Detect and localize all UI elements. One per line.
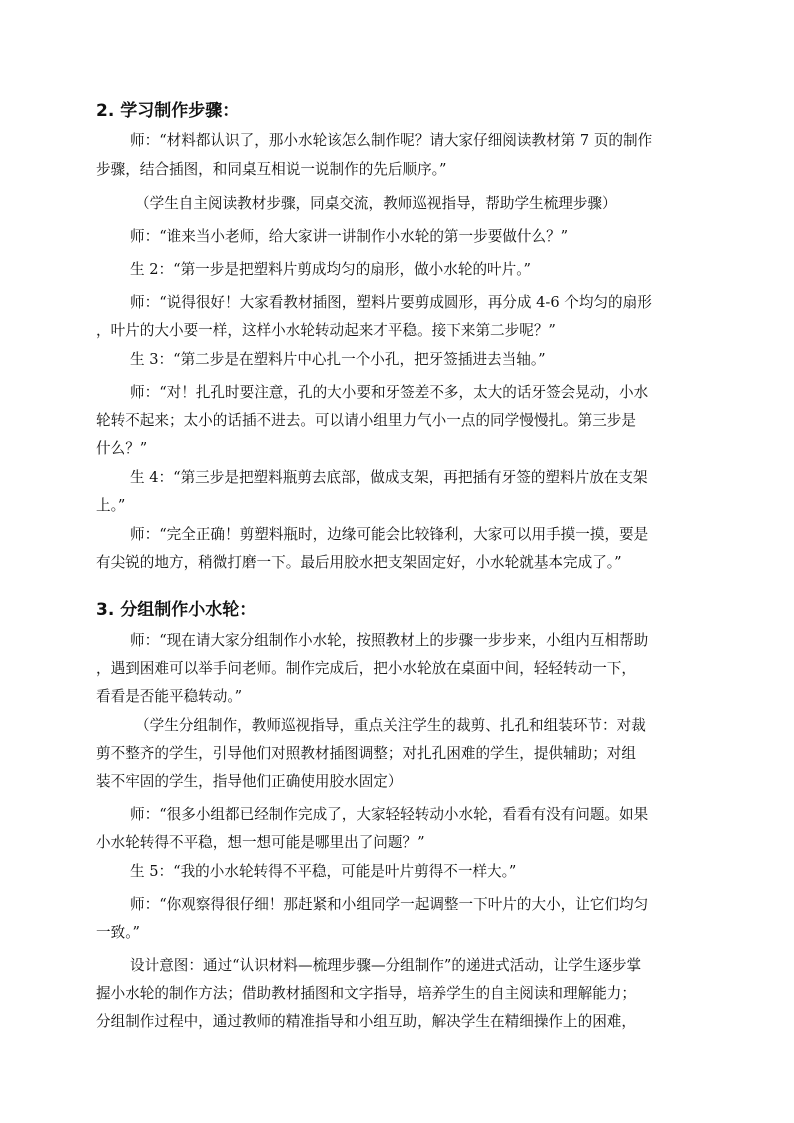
paragraph-line: 师：“很多小组都已经制作完成了，大家轻轻转动小水轮，看看有没有问题。如果 (130, 806, 649, 823)
paragraph-line: 握小水轮的制作方法；借助教材插图和文字指导，培养学生的自主阅读和理解能力； (96, 985, 636, 1002)
paragraph-line: 轮转不起来；太小的话插不进去。可以请小组里力气小一点的同学慢慢扎。第三步是 (96, 412, 636, 429)
paragraph-line: 师：“完全正确！剪塑料瓶时，边缘可能会比较锋利，大家可以用手摸一摸，要是 (130, 526, 649, 543)
paragraph-line: 生 5：“我的小水轮转得不平稳，可能是叶片剪得不一样大。” (130, 863, 517, 880)
paragraph-line: ，遇到困难可以举手问老师。制作完成后，把小水轮放在桌面中间，轻轻转动一下， (96, 660, 636, 677)
paragraph-line: 步骤，结合插图，和同桌互相说一说制作的先后顺序。” (96, 161, 447, 178)
paragraph-line: 师：“材料都认识了，那小水轮该怎么制作呢？请大家仔细阅读教材第 7 页的制作 (130, 132, 653, 149)
paragraph-line: 剪不整齐的学生，引导他们对照教材插图调整；对扎孔困难的学生，提供辅助；对组 (96, 745, 636, 762)
paragraph-line: 师：“说得很好！大家看教材插图，塑料片要剪成圆形，再分成 4-6 个均匀的扇形 (130, 294, 652, 311)
paragraph-line: 一致。” (96, 924, 140, 941)
paragraph-line: ，叶片的大小要一样，这样小水轮转动起来才平稳。接下来第二步呢？” (96, 322, 556, 339)
paragraph-line: 上。” (96, 497, 126, 514)
paragraph-line: 装不牢固的学生，指导他们正确使用胶水固定） (96, 773, 403, 790)
paragraph-line: 什么？” (96, 440, 148, 457)
paragraph-line: 小水轮转得不平稳，想一想可能是哪里出了问题？” (96, 834, 425, 851)
section-heading-3: 3. 分组制作小水轮： (96, 600, 257, 620)
paragraph-line: 分组制作过程中，通过教师的精准指导和小组互助，解决学生在精细操作上的困难， (96, 1013, 636, 1030)
paragraph-line: 看看是否能平稳转动。” (96, 688, 243, 705)
paragraph-line: 生 3：“第二步是在塑料片中心扎一个小孔，把牙签插进去当轴。” (130, 351, 546, 368)
paragraph-line: 师：“现在请大家分组制作小水轮，按照教材上的步骤一步步来，小组内互相帮助 (130, 632, 649, 649)
paragraph-line: 师：“你观察得很仔细！那赶紧和小组同学一起调整一下叶片的大小，让它们均匀 (130, 896, 649, 913)
paragraph-line: 师：“谁来当小老师，给大家讲一讲制作小水轮的第一步要做什么？” (130, 228, 569, 245)
paragraph-line: 生 2：“第一步是把塑料片剪成均匀的扇形，做小水轮的叶片。” (130, 261, 531, 278)
paragraph-line: （学生分组制作，教师巡视指导，重点关注学生的裁剪、扎孔和组装环节：对裁 (135, 717, 646, 734)
section-heading-2: 2. 学习制作步骤： (96, 101, 240, 121)
paragraph-line: 生 4：“第三步是把塑料瓶剪去底部，做成支架，再把插有牙签的塑料片放在支架 (130, 469, 648, 486)
paragraph-line: （学生自主阅读教材步骤，同桌交流，教师巡视指导，帮助学生梳理步骤） (135, 195, 617, 212)
paragraph-line: 师：“对！扎孔时要注意，孔的大小要和牙签差不多，太大的话牙签会晃动，小水 (130, 384, 649, 401)
paragraph-line: 有尖锐的地方，稍微打磨一下。最后用胶水把支架固定好，小水轮就基本完成了。” (96, 554, 622, 571)
paragraph-line: 设计意图：通过“认识材料—梳理步骤—分组制作”的递进式活动，让学生逐步掌 (130, 957, 642, 974)
